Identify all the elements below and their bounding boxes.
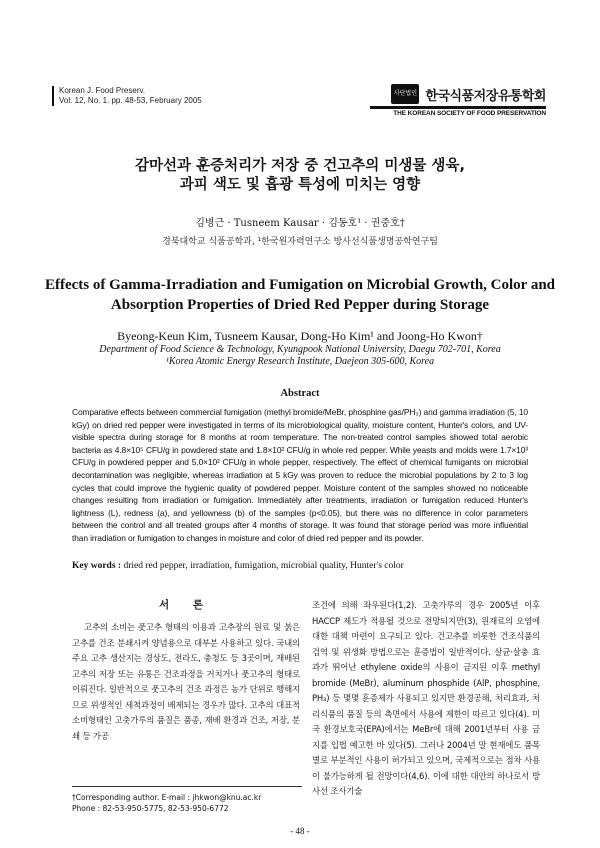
korean-affiliation: 경북대학교 식품공학과, ¹한국원자력연구소 방사선식품생명공학연구팀 <box>162 237 438 247</box>
journal-volume: Vol. 12, No. 1. pp. 48-53, February 2005 <box>59 96 202 105</box>
section-heading-introduction: 서 론 <box>159 599 213 611</box>
society-logo: 사단법인 <box>391 84 419 104</box>
korean-title <box>0 157 600 195</box>
body-left-column <box>72 598 300 744</box>
korean-title-line1: 감마선과 훈증처리가 저장 중 건고추의 미생물 생육, <box>135 158 465 174</box>
introduction-paragraph-left: 고추의 소비는 풋고추 형태의 이용과 고추장의 원료 및 붉은 고추를 건조 분쇄시켜 양념용으로 대부분 사용하고 있다. 국내의 주요 고추 생산지는 경상도, 전라도, 충청도 등 3곳이며, 재배된 고추의 저장 또는 유통은 건조과정을 거치거나 풋고추의 형태로 이뤄진다. 일반적으로 풋고추의 건조 과정은 농가 단위로 행해지므로 위생적인 세척과정이 배제되는 경우가 많다. 고추의 대표적 소비형태인 고춧가루의 품질은 품종, 재배 환경과 건조, 저장, 분쇄 등 가공 <box>72 622 300 741</box>
society-korean-name: 한국식품저장유통학회 <box>425 88 546 104</box>
keywords-label: Key words : <box>72 561 122 571</box>
abstract-text: Comparative effects between commercial fumigation (methyl bromide/MeBr, phosphine gas/PH₃) and gamma irradiation (5, 10 kGy) on dried red pepper were investigated in terms of its microbiological quality, moisture content, Hunter's colors, and UV-visible spectra during storage for 8 months at room temperature. The non-treated control samples showed total aerobic bacteria as 4.8×10⁵ CFU/g in powdered state and 1.8×10² CFU/g in whole red pepper. While yeasts and molds were 1.7×10³ CFU/g in powdered pepper and 5.0×10² CFU/g in whole pepper, respectively. The effect of chemical fumigants on microbial decontamination was negligible, whereas irradiation at 5 kGy was proven to reduce the microbial populations by 2 to 3 log cycles that could improve the hygienic quality of powdered pepper. Moisture content of the samples showed no noticeable changes resulting from irradiation or fumigation. Immediately after treatments, irradiation or fumigation reduced Hunter's lightness (L), redness (a), and yellowness (b) of the samples (p<0.05), but there was no difference in color parameters between the control and all treated groups after 4 months of storage. It was found that storage period was more influential than irradiation or fumigation to changes in moisture and color of dried red pepper and its powder. <box>72 407 528 543</box>
english-affiliation <box>0 344 600 368</box>
journal-name: Korean J. Food Preserv. <box>59 86 146 95</box>
abstract-heading: Abstract <box>280 388 320 399</box>
page-number: - 48 - <box>290 826 310 836</box>
english-affiliation-1: Department of Food Science & Technology, Kyungpook National University, Daegu 702-701, Korea <box>99 344 501 355</box>
korean-title-line2: 과피 색도 및 흡광 특성에 미치는 영향 <box>179 177 421 193</box>
body-right-column <box>312 598 540 800</box>
corresponding-author-footnote <box>72 786 302 814</box>
english-authors: Byeong-Keun Kim, Tusneem Kausar, Dong-Ho Kim¹ and Joong-Ho Kwon† <box>117 329 483 343</box>
korean-authors: 김병근 · Tusneem Kausar · 김동호¹ · 권중호† <box>195 218 405 229</box>
keywords <box>72 560 528 572</box>
society-english-name: THE KOREAN SOCIETY OF FOOD PRESERVATION <box>370 106 546 117</box>
journal-citation <box>52 86 202 106</box>
english-title-line1: Effects of Gamma-Irradiation and Fumigation on Microbial Growth, Color and <box>45 277 555 293</box>
introduction-paragraph-right: 조건에 의해 좌우된다(1,2). 고춧가루의 경우 2005년 이후 HACCP 제도가 적용될 것으로 전망되지만(3), 원재료의 오염에 대한 대책 마련이 요구되고 있다. 건고추를 비롯한 건조식품의 검역 및 위생화 방법으로는 훈증법이 일반적이다. 살균·살충 효과가 뛰어난 ethylene oxide의 사용이 금지된 이후 methyl bromide (MeBr), aluminum phosphide (AlP, phosphine, PH₃) 등 몇몇 훈증제가 사용되고 있지만 환경공해, 처리효과, 처리식품의 품질 등의 측면에서 사용에 제한이 따르고 있다(4). 미국 환경보호국(EPA)에서는 MeBr에 대해 2001년부터 사용 금지를 입법 예고한 바 있다(5). 그러나 2004년 말 현재에도 품목별로 부분적인 사용이 허가되고 있으며, 국제적으로는 점차 사용이 불가능하게 될 전망이다(4,6). 이에 대한 대안의 하나로서 방사선 조사기술 <box>312 600 540 796</box>
footnote-phone: Phone : 82-53-950-5775, 82-53-950-6772 <box>72 804 229 813</box>
society-masthead <box>370 84 546 117</box>
footnote-email: †Corresponding author. E-mail : jhkwon@knu.ac.kr <box>72 793 262 802</box>
english-affiliation-2: ¹Korea Atomic Energy Research Institute, Daejeon 305-600, Korea <box>165 356 435 367</box>
keywords-list: dried red pepper, irradiation, fumigation, microbial quality, Hunter's color <box>121 561 404 571</box>
english-title <box>40 275 560 315</box>
english-title-line2: Absorption Properties of Dried Red Pepper during Storage <box>110 297 490 313</box>
